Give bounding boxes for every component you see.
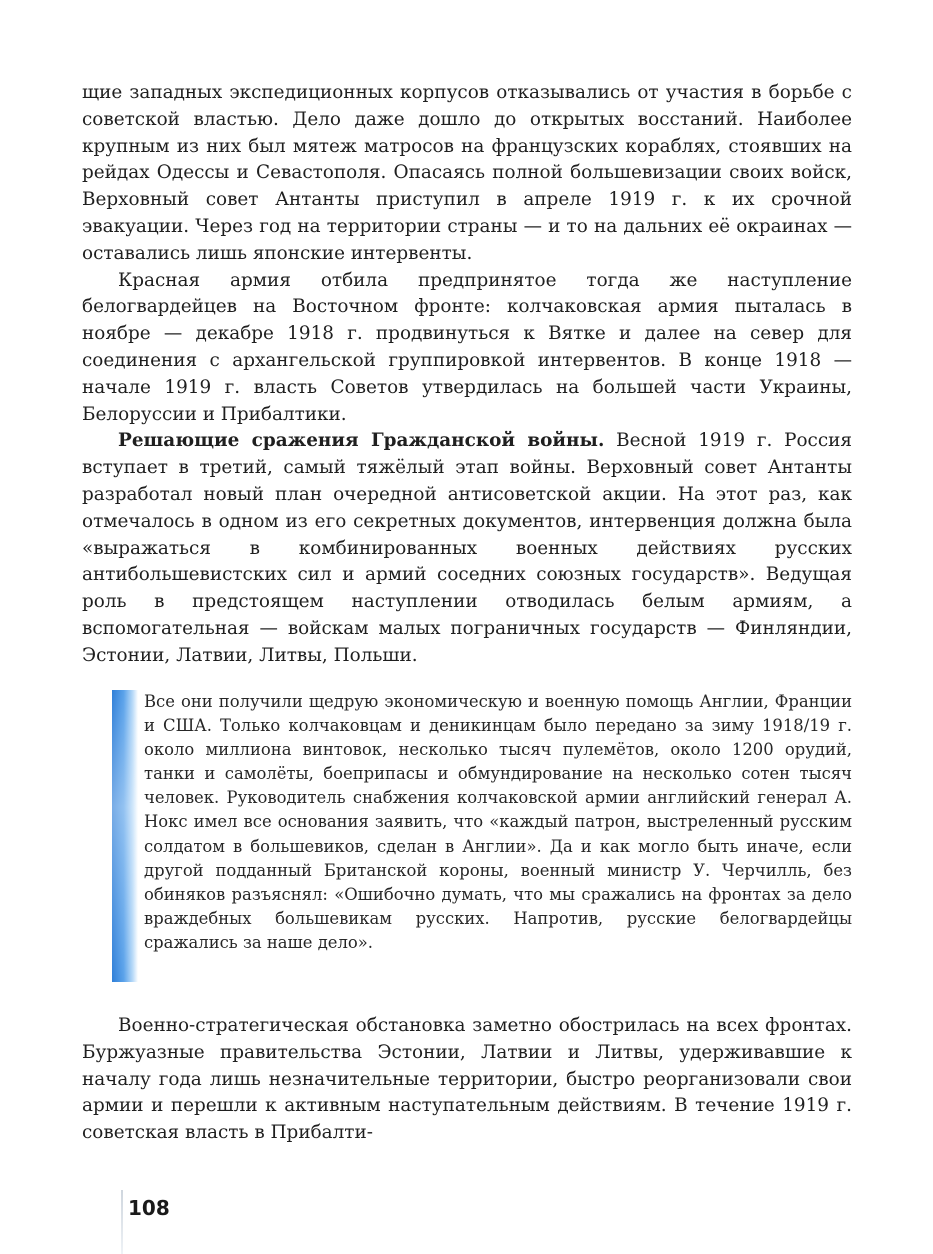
page-number-rule [121,1190,123,1254]
paragraph-3 [82,428,852,669]
sidebar-text: Все они получили щедрую экономическую и военную помощь Англии, Франции и США. Только колчаковцам и деникинцам было передано за зиму 1918/19 г. около миллиона винтовок, несколько тысяч пулемётов, около 1200 орудий, танки и самолёты, боеприпасы и обмундирование на несколько сотен тысяч человек. Руководитель снабжения колчаковской армии английский генерал А. Нокс имел все основания заявить, что «каждый патрон, выстреленный русским солдатом в большевиков, сделан в Англии». Да и как могло быть иначе, если другой подданный Британской короны, военный министр У. Черчилль, без обиняков разъяснял: «Ошибочно думать, что мы сражались на фронтах за дело враждебных большевикам русских. Напротив, русские белогвардейцы сражались за наше дело». [144,692,852,952]
section-heading: Решающие сражения Гражданской войны. [118,430,605,452]
paragraph-4: Военно-стратегическая обстановка заметно обострилась на всех фронтах. Буржуазные правительства Эстонии, Латвии и Литвы, удерживавшие к началу года лишь незначительные территории, быстро реорганизовали свои армии и перешли к активным наступательным действиям. В течение 1919 г. советская власть в Прибалти- [82,1015,852,1144]
paragraph-1: щие западных экспедиционных корпусов отказывались от участия в борьбе с советской властью. Дело даже дошло до открытых восстаний. Наиболее крупным из них был мятеж матросов на французских кораблях, стоявших на рейдах Одессы и Севастополя. Опасаясь полной большевизации своих войск, Верховный совет Антанты приступил в апреле 1919 г. к их срочной эвакуации. Через год на территории страны — и то на дальних её окраинах — оставались лишь японские интервенты. [82,82,852,264]
sidebar-note [112,690,852,982]
paragraph-2: Красная армия отбила предпринятое тогда же наступление белогвардейцев на Восточном фронте: колчаковская армия пыталась в ноябре — декабре 1918 г. продвинуться к Вятке и далее на север для соединения с архангельской группировкой интервентов. В конце 1918 — начале 1919 г. власть Советов утвердилась на большей части Украины, Белоруссии и Прибалтики. [82,269,852,425]
sidebar-accent-bar [112,690,138,982]
page-number: 108 [128,1196,170,1220]
main-text-block [82,80,852,670]
paragraph-3-body: Весной 1919 г. Россия вступает в третий, самый тяжёлый этап войны. Верховный совет Антанты разработал новый план очередной антисоветской акции. На этот раз, как отмечалось в одном из его секретных документов, интервенция должна была «выражаться в комбинированных военных действиях русских антибольшевистских сил и армий соседних союзных государств». Ведущая роль в предстоящем наступлении отводилась белым армиям, а вспомогательная — войскам малых пограничных государств — Финляндии, Эстонии, Латвии, Литвы, Польши. [82,430,852,666]
